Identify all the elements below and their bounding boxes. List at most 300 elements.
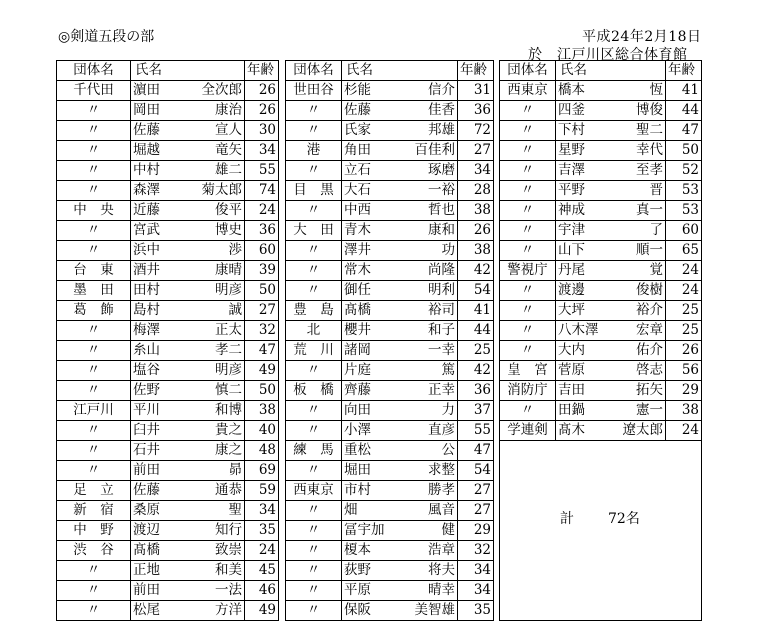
dojo-cell: 〃 — [500, 221, 556, 241]
full-name — [133, 101, 242, 120]
name-cell — [342, 441, 458, 461]
dojo-cell: 〃 — [57, 561, 131, 581]
full-name — [344, 141, 455, 160]
full-name — [344, 121, 455, 140]
given-name: 遼太郎 — [622, 422, 663, 438]
dojo-cell: 〃 — [57, 141, 131, 161]
name-cell — [131, 581, 245, 601]
age-cell: 32 — [245, 321, 279, 341]
full-name — [133, 381, 242, 400]
surname: 澤井 — [344, 242, 371, 258]
name-cell — [131, 541, 245, 561]
age-cell: 24 — [245, 541, 279, 561]
given-name: 晴幸 — [428, 582, 455, 598]
name-cell — [131, 521, 245, 541]
table-row — [286, 581, 494, 601]
name-cell — [131, 381, 245, 401]
given-name: 将夫 — [428, 562, 455, 578]
full-name — [133, 181, 242, 200]
surname: 市村 — [344, 482, 371, 498]
name-cell — [556, 201, 666, 221]
full-name — [133, 441, 242, 460]
full-name — [558, 261, 663, 280]
table-row — [500, 361, 702, 381]
name-cell — [556, 101, 666, 121]
given-name: 浩章 — [428, 542, 455, 558]
full-name — [344, 441, 455, 460]
given-name: 求整 — [428, 462, 455, 478]
full-name — [344, 281, 455, 300]
full-name — [344, 381, 455, 400]
table-row — [500, 381, 702, 401]
surname: 平原 — [344, 582, 371, 598]
given-name: 知行 — [215, 522, 242, 538]
table-row — [286, 521, 494, 541]
header-row — [286, 61, 494, 81]
given-name: 孝二 — [215, 342, 242, 358]
full-name — [133, 261, 242, 280]
age-cell: 38 — [458, 201, 494, 221]
surname: 御任 — [344, 282, 371, 298]
given-name: 博史 — [215, 222, 242, 238]
given-name: 憲一 — [636, 402, 663, 418]
surname: 佐藤 — [344, 102, 371, 118]
given-name: 雄二 — [215, 162, 242, 178]
given-name: 昴 — [228, 462, 242, 478]
table-row — [500, 181, 702, 201]
table-row — [57, 361, 279, 381]
dojo-cell: 〃 — [286, 541, 342, 561]
surname: 菅原 — [558, 362, 585, 378]
age-cell: 31 — [458, 81, 494, 101]
age-cell: 38 — [458, 241, 494, 261]
surname: 平野 — [558, 182, 585, 198]
dojo-cell: 〃 — [57, 121, 131, 141]
table-row — [57, 81, 279, 101]
name-cell — [131, 241, 245, 261]
age-cell: 26 — [458, 221, 494, 241]
full-name — [344, 221, 455, 240]
surname: 酒井 — [133, 262, 160, 278]
header-row — [500, 61, 702, 81]
dojo-cell: 〃 — [57, 221, 131, 241]
surname: 平川 — [133, 402, 160, 418]
age-cell: 35 — [458, 601, 494, 621]
dojo-cell: 〃 — [57, 161, 131, 181]
table-row — [57, 481, 279, 501]
name-cell — [556, 141, 666, 161]
age-cell: 27 — [458, 481, 494, 501]
given-name: 裕介 — [636, 302, 663, 318]
dojo-cell: 〃 — [57, 361, 131, 381]
header-row — [57, 61, 279, 81]
age-cell: 24 — [666, 421, 702, 441]
surname: 立石 — [344, 162, 371, 178]
table-row — [57, 201, 279, 221]
given-name: 全次郎 — [201, 82, 242, 98]
dojo-cell: 〃 — [286, 241, 342, 261]
dojo-cell: 豊 島 — [286, 301, 342, 321]
full-name — [133, 581, 242, 600]
name-cell — [342, 601, 458, 621]
age-cell: 47 — [245, 341, 279, 361]
name-cell — [342, 101, 458, 121]
age-cell: 25 — [666, 301, 702, 321]
dojo-cell: 江戸川 — [57, 401, 131, 421]
age-cell: 60 — [245, 241, 279, 261]
table-row — [286, 221, 494, 241]
table-row — [57, 181, 279, 201]
dojo-cell: 〃 — [500, 321, 556, 341]
event-venue: 於 江戸川区総合体育館 — [528, 47, 688, 63]
name-cell — [342, 161, 458, 181]
dojo-cell: 学連剣 — [500, 421, 556, 441]
table-row — [57, 541, 279, 561]
full-name — [133, 161, 242, 180]
name-cell — [342, 421, 458, 441]
given-name: 渉 — [228, 242, 242, 258]
name-cell — [131, 301, 245, 321]
table-row — [500, 281, 702, 301]
full-name — [133, 601, 242, 620]
dojo-cell: 千代田 — [57, 81, 131, 101]
name-cell — [342, 281, 458, 301]
given-name: 恆 — [649, 82, 663, 98]
table-row — [57, 261, 279, 281]
given-name: 佳香 — [428, 102, 455, 118]
full-name — [558, 241, 663, 260]
dojo-cell: 渋 谷 — [57, 541, 131, 561]
surname: 櫻井 — [344, 322, 371, 338]
name-cell — [131, 181, 245, 201]
name-cell — [342, 361, 458, 381]
full-name — [133, 281, 242, 300]
given-name: 聖二 — [636, 122, 663, 138]
name-cell — [131, 461, 245, 481]
surname: 齊藤 — [344, 382, 371, 398]
table-row — [57, 281, 279, 301]
age-cell: 59 — [245, 481, 279, 501]
table-row — [286, 281, 494, 301]
dojo-cell: 〃 — [500, 301, 556, 321]
column-header-name: 氏名 — [131, 61, 245, 81]
surname: 正地 — [133, 562, 160, 578]
name-cell — [131, 201, 245, 221]
name-cell — [131, 221, 245, 241]
given-name: 佑介 — [636, 342, 663, 358]
dojo-cell: 中 央 — [57, 201, 131, 221]
table-row — [500, 341, 702, 361]
full-name — [558, 201, 663, 220]
given-name: 力 — [441, 402, 455, 418]
full-name — [133, 561, 242, 580]
dojo-cell: 西東京 — [500, 81, 556, 101]
table-row — [500, 261, 702, 281]
dojo-cell: 〃 — [500, 201, 556, 221]
table-row — [286, 101, 494, 121]
dojo-cell: 墨 田 — [57, 281, 131, 301]
table-row — [286, 381, 494, 401]
table-row — [286, 321, 494, 341]
surname: 浜中 — [133, 242, 160, 258]
surname: 氏家 — [344, 122, 371, 138]
table-row — [500, 421, 702, 441]
full-name — [344, 181, 455, 200]
surname: 宇津 — [558, 222, 585, 238]
full-name — [344, 361, 455, 380]
table-row — [500, 161, 702, 181]
full-name — [344, 321, 455, 340]
given-name: 篤 — [441, 362, 455, 378]
table-row — [57, 241, 279, 261]
table-row — [500, 101, 702, 121]
name-cell — [556, 421, 666, 441]
surname: 中西 — [344, 202, 371, 218]
name-cell — [342, 81, 458, 101]
full-name — [133, 481, 242, 500]
full-name — [344, 81, 455, 100]
table-row — [286, 261, 494, 281]
age-cell: 27 — [458, 501, 494, 521]
name-cell — [556, 301, 666, 321]
age-cell: 25 — [666, 321, 702, 341]
table-row — [500, 301, 702, 321]
age-cell: 60 — [666, 221, 702, 241]
age-cell: 38 — [666, 401, 702, 421]
name-cell — [131, 401, 245, 421]
age-cell: 24 — [666, 281, 702, 301]
full-name — [133, 501, 242, 520]
table-row — [500, 401, 702, 421]
full-name — [133, 321, 242, 340]
age-cell: 47 — [666, 121, 702, 141]
age-cell: 32 — [458, 541, 494, 561]
name-cell — [342, 241, 458, 261]
given-name: 琢磨 — [428, 162, 455, 178]
name-cell — [131, 281, 245, 301]
surname: 髙木 — [558, 422, 585, 438]
table-row — [286, 561, 494, 581]
name-cell — [131, 601, 245, 621]
surname: 中村 — [133, 162, 160, 178]
name-cell — [131, 321, 245, 341]
dojo-cell: 〃 — [57, 181, 131, 201]
column-header-dojo: 団体名 — [57, 61, 131, 81]
name-cell — [342, 541, 458, 561]
name-cell — [556, 281, 666, 301]
age-cell: 41 — [666, 81, 702, 101]
surname: 四釜 — [558, 102, 585, 118]
table-row — [57, 461, 279, 481]
name-cell — [556, 261, 666, 281]
given-name: 和美 — [215, 562, 242, 578]
age-cell: 56 — [666, 361, 702, 381]
table-row — [57, 501, 279, 521]
dojo-cell: 〃 — [286, 281, 342, 301]
surname: 髙橋 — [344, 302, 371, 318]
surname: 角田 — [344, 142, 371, 158]
given-name: 百佳利 — [414, 142, 455, 158]
surname: 常木 — [344, 262, 371, 278]
full-name — [344, 541, 455, 560]
total-value: 72名 — [608, 511, 640, 527]
given-name: 慎二 — [215, 382, 242, 398]
given-name: 邦雄 — [428, 122, 455, 138]
age-cell: 29 — [458, 521, 494, 541]
given-name: 通恭 — [215, 482, 242, 498]
full-name — [558, 341, 663, 360]
table-row — [57, 401, 279, 421]
name-cell — [131, 141, 245, 161]
given-name: 直彦 — [428, 422, 455, 438]
surname: 向田 — [344, 402, 371, 418]
given-name: 正幸 — [428, 382, 455, 398]
full-name — [133, 241, 242, 260]
roster-table-2 — [285, 60, 494, 621]
given-name: 正太 — [215, 322, 242, 338]
surname: 片庭 — [344, 362, 371, 378]
table-row — [286, 181, 494, 201]
full-name — [133, 201, 242, 220]
given-name: 裕司 — [428, 302, 455, 318]
name-cell — [342, 341, 458, 361]
dojo-cell: 〃 — [286, 161, 342, 181]
surname: 荻野 — [344, 562, 371, 578]
column-header-age: 年齢 — [458, 61, 494, 81]
dojo-cell: 〃 — [57, 381, 131, 401]
given-name: 了 — [649, 222, 663, 238]
age-cell: 50 — [245, 281, 279, 301]
surname: 佐藤 — [133, 122, 160, 138]
full-name — [558, 381, 663, 400]
name-cell — [131, 561, 245, 581]
dojo-cell: 世田谷 — [286, 81, 342, 101]
name-cell — [556, 341, 666, 361]
age-cell: 36 — [458, 381, 494, 401]
table-row — [286, 301, 494, 321]
name-cell — [556, 161, 666, 181]
table-row — [286, 541, 494, 561]
dojo-cell: 〃 — [286, 561, 342, 581]
surname: 吉田 — [558, 382, 585, 398]
dojo-cell: 〃 — [57, 441, 131, 461]
given-name: 康之 — [215, 442, 242, 458]
given-name: 晋 — [649, 182, 663, 198]
surname: 渡邊 — [558, 282, 585, 298]
dojo-cell: 〃 — [57, 421, 131, 441]
name-cell — [131, 81, 245, 101]
surname: 神成 — [558, 202, 585, 218]
name-cell — [342, 121, 458, 141]
roster-table-3 — [499, 60, 702, 621]
full-name — [344, 481, 455, 500]
full-name — [344, 561, 455, 580]
given-name: 致崇 — [215, 542, 242, 558]
surname: 梅澤 — [133, 322, 160, 338]
given-name: 覚 — [649, 262, 663, 278]
column-header-age: 年齢 — [245, 61, 279, 81]
full-name — [558, 401, 663, 420]
name-cell — [131, 421, 245, 441]
age-cell: 55 — [245, 161, 279, 181]
table-row — [286, 241, 494, 261]
name-cell — [556, 121, 666, 141]
age-cell: 24 — [666, 261, 702, 281]
full-name — [133, 141, 242, 160]
given-name: 幸代 — [636, 142, 663, 158]
dojo-cell: 新 宿 — [57, 501, 131, 521]
age-cell: 28 — [458, 181, 494, 201]
table-row — [500, 201, 702, 221]
name-cell — [342, 181, 458, 201]
table-row — [286, 121, 494, 141]
dojo-cell: 中 野 — [57, 521, 131, 541]
given-name: 拓矢 — [636, 382, 663, 398]
surname: 冨宇加 — [344, 522, 385, 538]
age-cell: 72 — [458, 121, 494, 141]
age-cell: 48 — [245, 441, 279, 461]
age-cell: 45 — [245, 561, 279, 581]
given-name: 俊平 — [215, 202, 242, 218]
full-name — [133, 121, 242, 140]
given-name: 尚隆 — [428, 262, 455, 278]
full-name — [133, 541, 242, 560]
age-cell: 46 — [245, 581, 279, 601]
age-cell: 74 — [245, 181, 279, 201]
full-name — [133, 81, 242, 100]
name-cell — [342, 301, 458, 321]
age-cell: 26 — [666, 341, 702, 361]
roster-table-1 — [56, 60, 279, 621]
age-cell: 49 — [245, 361, 279, 381]
full-name — [133, 461, 242, 480]
table-row — [57, 601, 279, 621]
table-row — [286, 141, 494, 161]
given-name: 一幸 — [428, 342, 455, 358]
surname: 森澤 — [133, 182, 160, 198]
given-name: 菊太郎 — [201, 182, 242, 198]
name-cell — [556, 401, 666, 421]
table-row — [57, 321, 279, 341]
surname: 佐野 — [133, 382, 160, 398]
given-name: 竜矢 — [215, 142, 242, 158]
full-name — [558, 81, 663, 100]
name-cell — [131, 101, 245, 121]
given-name: 俊樹 — [636, 282, 663, 298]
age-cell: 39 — [245, 261, 279, 281]
surname: 近藤 — [133, 202, 160, 218]
age-cell: 35 — [245, 521, 279, 541]
name-cell — [556, 321, 666, 341]
age-cell: 27 — [245, 301, 279, 321]
dojo-cell: 西東京 — [286, 481, 342, 501]
name-cell — [342, 381, 458, 401]
table-row — [500, 241, 702, 261]
full-name — [133, 301, 242, 320]
dojo-cell: 大 田 — [286, 221, 342, 241]
surname: 諸岡 — [344, 342, 371, 358]
dojo-cell: 〃 — [286, 401, 342, 421]
age-cell: 47 — [458, 441, 494, 461]
dojo-cell: 〃 — [286, 421, 342, 441]
name-cell — [131, 361, 245, 381]
surname: 星野 — [558, 142, 585, 158]
table-row — [286, 601, 494, 621]
name-cell — [342, 561, 458, 581]
given-name: 貴之 — [215, 422, 242, 438]
table-row — [286, 481, 494, 501]
surname: 杉能 — [344, 82, 371, 98]
